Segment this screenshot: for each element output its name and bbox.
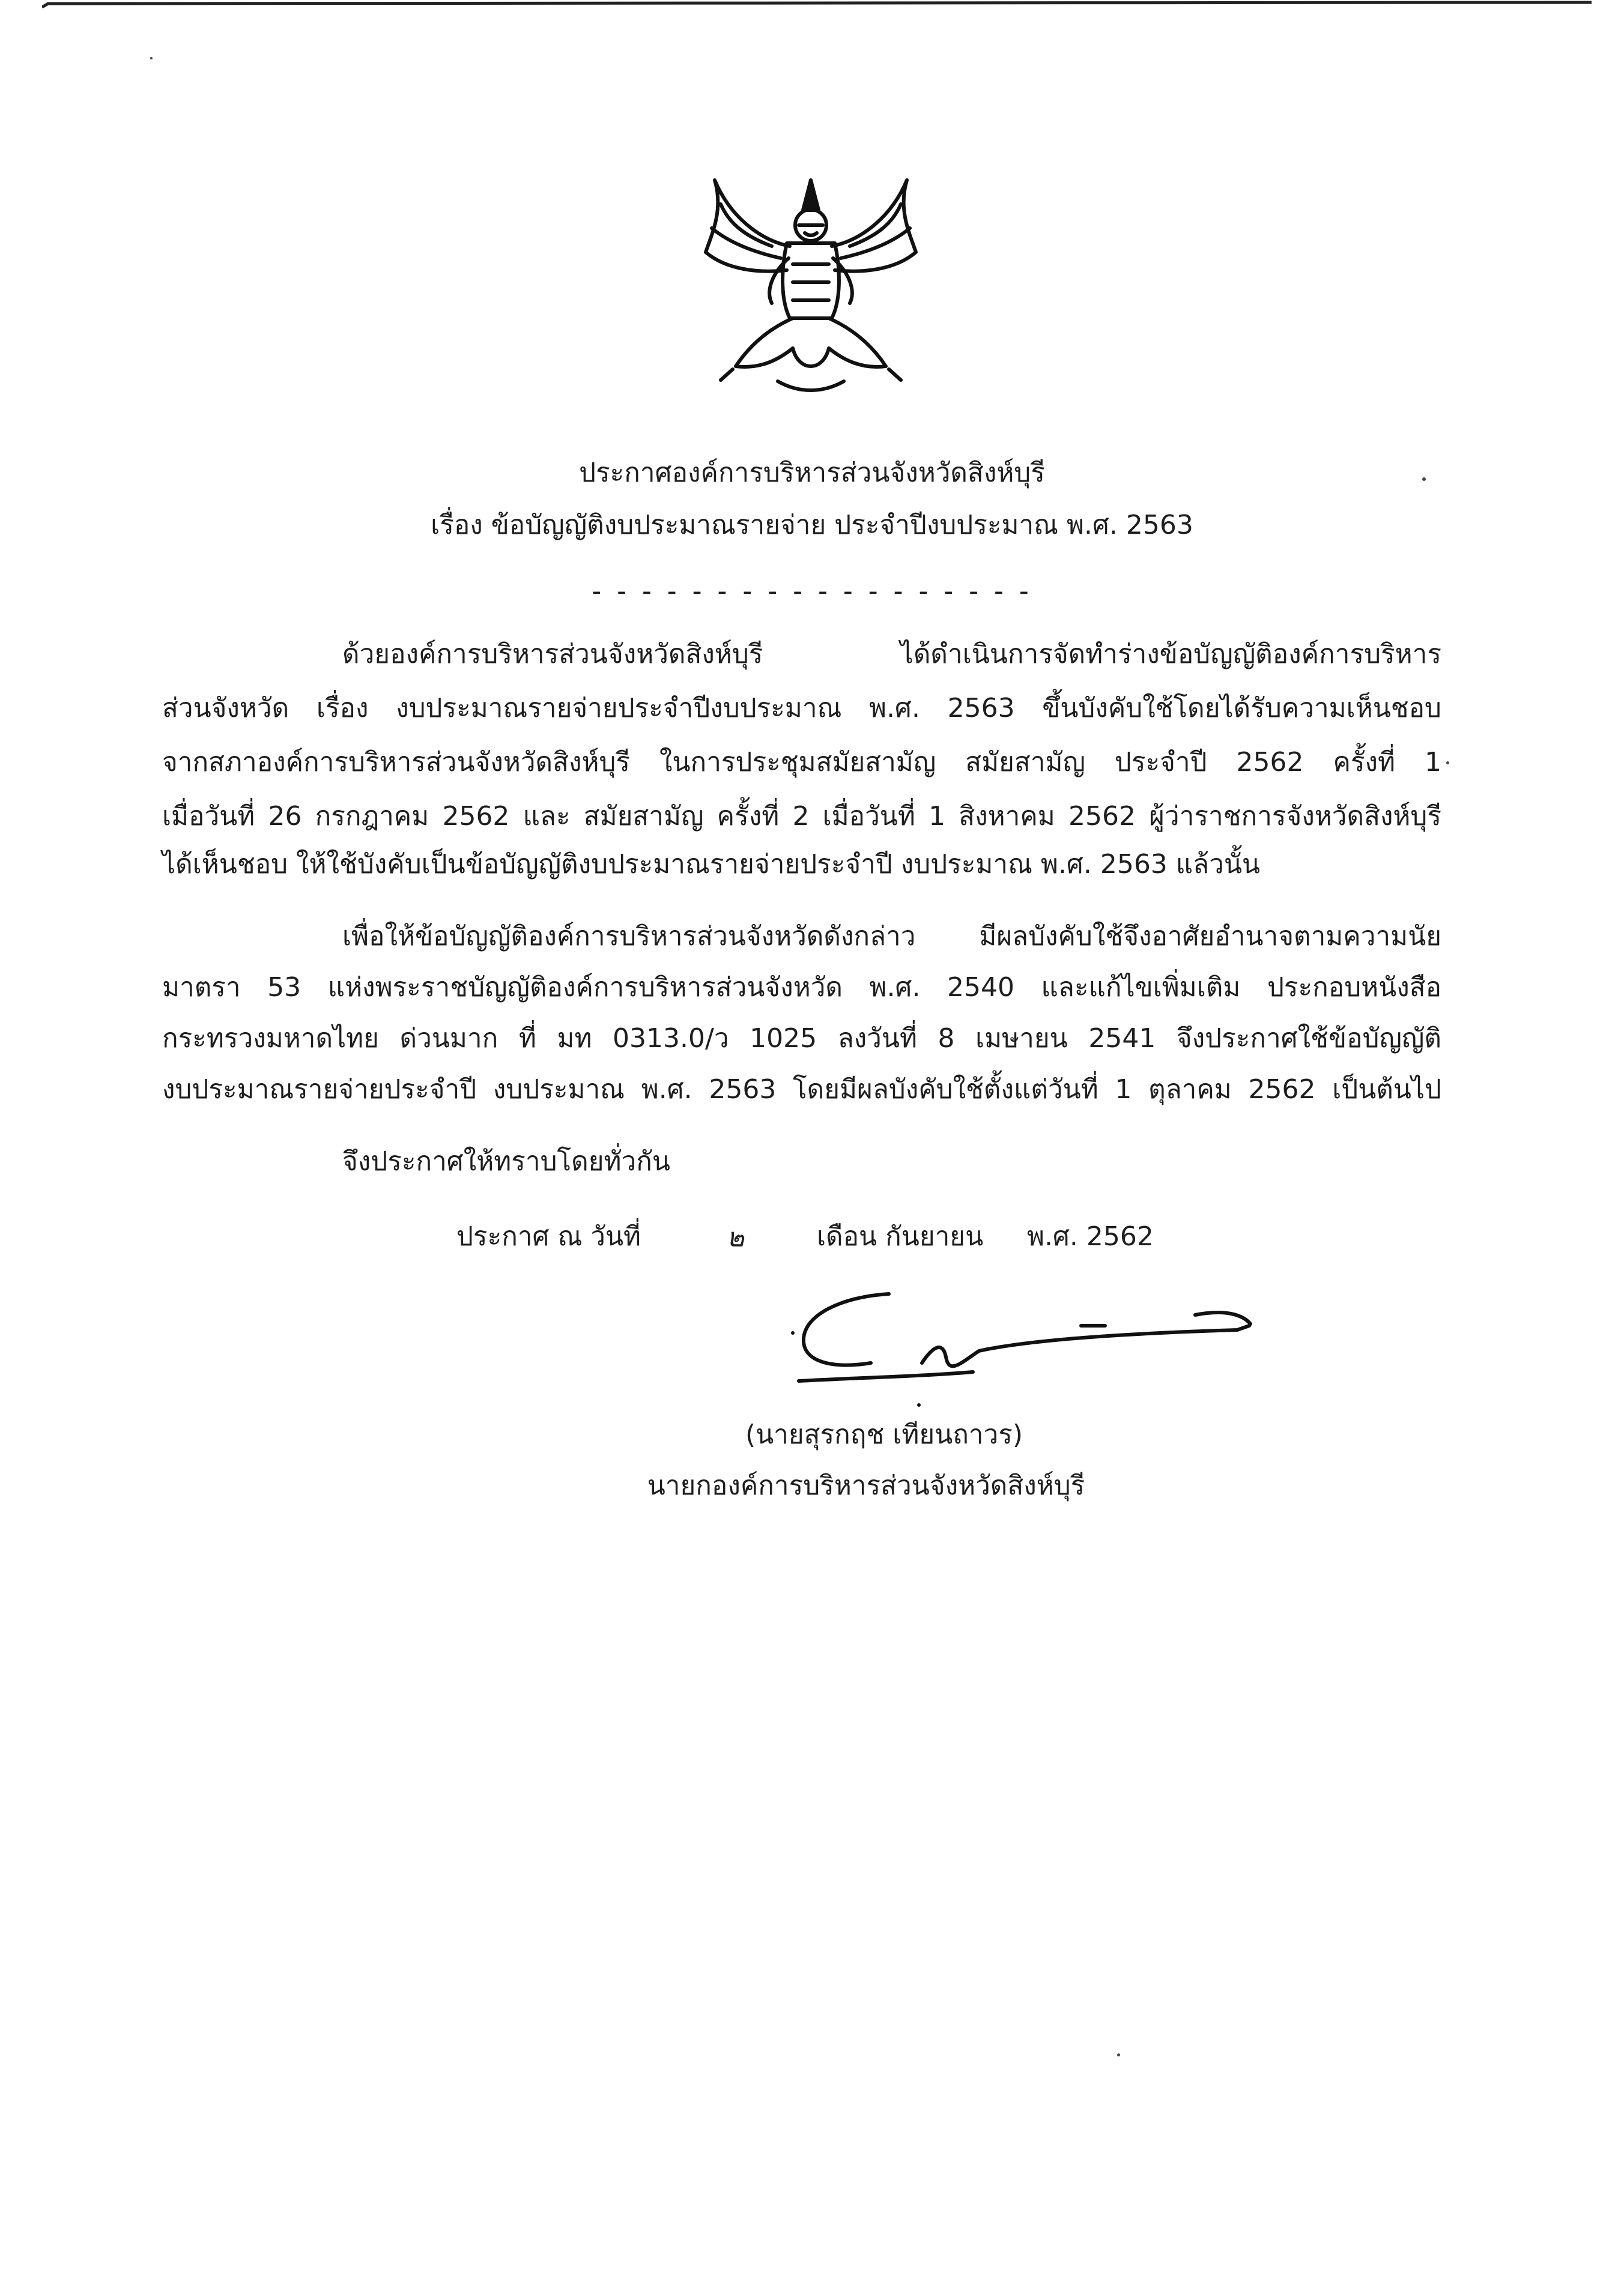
- paragraph1-line: เมื่อวันที่ 26 กรกฎาคม 2562 และ สมัยสามัญ ครั้งที่ 2 เมื่อวันที่ 1 สิงหาคม 2562 ผู้ว่าราชการจังหวัดสิงห์บุรี: [162, 801, 1441, 832]
- scan-speck: [1117, 2053, 1120, 2056]
- announcement-subject: เรื่อง ข้อบัญญัติงบประมาณรายจ่าย ประจำปีงบประมาณ พ.ศ. 2563: [431, 510, 1193, 540]
- paragraph2-line: งบประมาณรายจ่ายประจำปี งบประมาณ พ.ศ. 2563 โดยมีผลบังคับใช้ตั้งแต่วันที่ 1 ตุลาคม 2562 เป็นต้นไป: [162, 1074, 1441, 1105]
- signature: [781, 1273, 1261, 1411]
- date-month: เดือน กันยายน: [817, 1221, 984, 1252]
- paragraph2-line: เพื่อให้ข้อบัญญัติองค์การบริหารส่วนจังหวัดดังกล่าว มีผลบังคับใช้จึงอาศัยอำนาจตามความนัย: [342, 921, 1441, 952]
- scan-speck: [1446, 761, 1449, 764]
- paragraph1-line: ได้เห็นชอบ ให้ใช้บังคับเป็นข้อบัญญัติงบประมาณรายจ่ายประจำปี งบประมาณ พ.ศ. 2563 แล้วนั้น: [162, 849, 1260, 880]
- date-year: พ.ศ. 2562: [1027, 1221, 1154, 1252]
- closing-statement: จึงประกาศให้ทราบโดยทั่วกัน: [342, 1146, 670, 1177]
- paragraph1-line: ด้วยองค์การบริหารส่วนจังหวัดสิงห์บุรี ได้ดำเนินการจัดทำร่างข้อบัญญัติองค์การบริหาร: [342, 639, 1441, 669]
- scan-border: [42, 0, 1592, 12]
- signer-position: นายกองค์การบริหารส่วนจังหวัดสิงห์บุรี: [647, 1470, 1085, 1501]
- date-day-handwritten: ๒: [727, 1222, 745, 1253]
- garuda-emblem-icon: [670, 168, 952, 396]
- signer-name: (นายสุรกฤช เทียนถาวร): [745, 1419, 1023, 1450]
- announcement-title: ประกาศองค์การบริหารส่วนจังหวัดสิงห์บุรี: [579, 458, 1045, 488]
- scan-speck: [150, 57, 153, 59]
- paragraph2-line: มาตรา 53 แห่งพระราชบัญญัติองค์การบริหารส่วนจังหวัด พ.ศ. 2540 และแก้ไขเพิ่มเติม ประกอบหนังสือ: [162, 972, 1441, 1003]
- paragraph1-line: ส่วนจังหวัด เรื่อง งบประมาณรายจ่ายประจำปีงบประมาณ พ.ศ. 2563 ขึ้นบังคับใช้โดยได้รับความเห็นชอบ: [162, 693, 1441, 724]
- paragraph1-line: จากสภาองค์การบริหารส่วนจังหวัดสิงห์บุรี ในการประชุมสมัยสามัญ สมัยสามัญ ประจำปี 2562 ครั้งที่ 1: [162, 747, 1441, 778]
- date-prefix: ประกาศ ณ วันที่: [456, 1221, 641, 1252]
- paragraph2-line: กระทรวงมหาดไทย ด่วนมาก ที่ มท 0313.0/ว 1025 ลงวันที่ 8 เมษายน 2541 จึงประกาศใช้ข้อบัญญัติ: [162, 1023, 1441, 1054]
- divider-line: - - - - - - - - - - - - - - - - - -: [592, 576, 1032, 606]
